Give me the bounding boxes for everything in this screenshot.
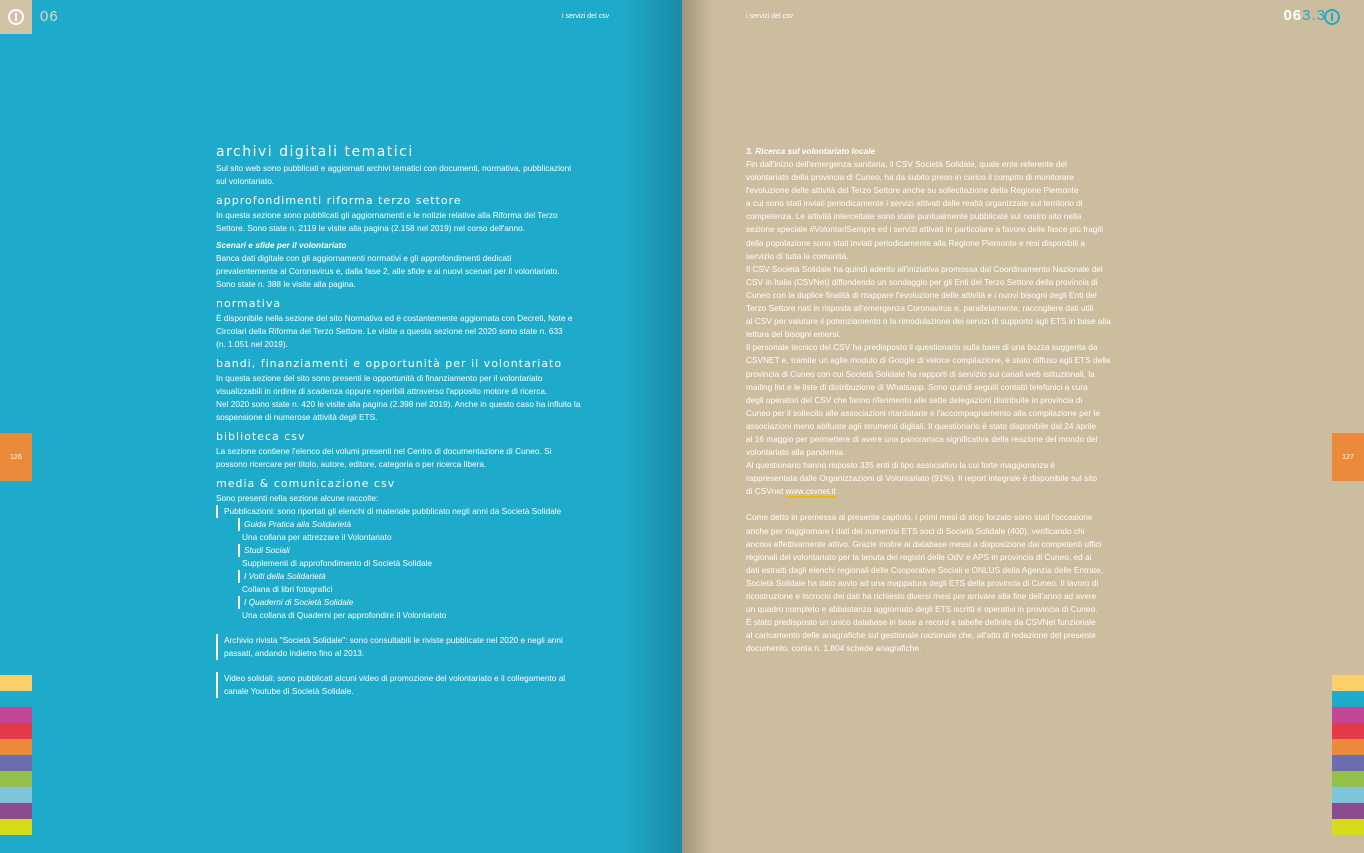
chapter-tab[interactable] (1316, 0, 1348, 34)
paragraph: Il personale tecnico del CSV ha predisposto il questionario sulla base di una bozza suggerita da CSVNET e, tramite un agile modulo di Google di veloce compilazione, è stato diffuso agli ETS della provincia di Cuneo con cui Società Solidale ha rapporti di servizio sui canali web istituzionali, la mailing list e le liste di distribuzione di Whatsapp. Sono quindi seguiti contatti telefonici a cura degli operatori del CSV che fanno riferimento alle sette delegazioni distribuite in provincia di Cuneo per il sollecito alle associazioni ritardatarie e l'accompagnamento alla compilazione per le associazioni meno abituate agli strumenti digitali. Il questionario è stato disponibile dal 24 aprile al 16 maggio per permettere di avere una panoramica significativa della reazione del mondo del volontariato alla pandemia. (746, 342, 1111, 458)
color-stripe (1332, 755, 1364, 771)
video-item: Video solidali: sono pubblicati alcuni video di promozione del volontariato e il collegamento al canale Youtube di Società Solidale. (216, 672, 616, 698)
collection-name: I Volti della Solidarietà (238, 570, 616, 583)
publications-item: Pubblicazioni: sono riportati gli elenchi di materiale pubblicato negli anni da Società Solidale (216, 505, 616, 518)
right-content (746, 145, 1146, 655)
info-icon (8, 9, 24, 25)
section-text: In questa sezione sono pubblicati gli aggiornamenti e le notizie relative alla Riforma del Terzo Settore. Sono state n. 2119 le visite alla pagina (2.158 nel 2019) nel corso dell'anno. (216, 210, 558, 233)
color-stripe (0, 707, 32, 723)
color-stripes (1332, 675, 1364, 835)
collection-name: Studi Sociali (238, 544, 616, 557)
section-heading: approfondimenti riforma terzo settore (216, 194, 462, 207)
collection-item (238, 570, 616, 596)
color-stripe (0, 723, 32, 739)
collection-name: Guida Pratica alla Solidarietà (238, 518, 616, 531)
csvnet-link[interactable]: www.csvnet.it (785, 486, 836, 497)
running-head: i servizi del csv (562, 13, 610, 20)
collection-list (238, 518, 616, 622)
paragraph: Il CSV Società Solidale ha quindi aderito all'iniziativa promossa dal Coordinamento Nazionale dei CSV in Italia (CSVNet) diffondendo un sondaggio per gli Enti del Terzo Settore della provincia di Cuneo con la duplice finalità di mappare l'evoluzione delle attività e i nuovi bisogni degli Enti del Terzo Settore nati in risposta all'emergenza Coronavirus e, parallelamente, raccogliere dati utili al CSV per valutare il potenziamento o la rimodulazione dei servizi di supporto agli ETS in base alla lettura dei bisogni emersi. (746, 263, 1111, 340)
running-head: i servizi del csv (746, 13, 794, 20)
color-stripe (1332, 803, 1364, 819)
section-text: È disponibile nella sezione del sito Normativa ed è costantemente aggiornata con Decreti, Note e Circolari della Riforma del Terzo Settore. Le visite a questa sezione nel 2020 sono state n. 633 (n. 1.051 nel 2019). (216, 313, 573, 349)
collection-name: I Quaderni di Società Solidale (238, 596, 616, 609)
color-stripe (0, 803, 32, 819)
color-stripe (0, 739, 32, 755)
right-page (682, 0, 1364, 853)
paragraph: Come detto in premessa al presente capitolo, i primi mesi di stop forzato sono stati l'occasione anche per riaggiornare i dati dei numerosi ETS soci di Società Solidale (400), verificando chi ancora effettivamente attivo. Grazie inoltre ai database messi a disposizione dai competenti uffici regionali del volontariato per la tenuta dei registri delle OdV e APS in provincia di Cuneo, ed ai dati estratti dagli elenchi regionali delle Cooperative Sociali e ONLUS della Agenzia delle Entrate, Società Solidale ha dato avvio ad una mappatura degli ETS della provincia di Cuneo. Il lavoro di ricostruzione e incrocio dei dati ha richiesto diversi mesi per arrivare alla fine dell'anno ad avere un quadro completo e abbastanza aggiornato degli ETS iscritti e operativi in provincia di Cuneo. (746, 512, 1103, 615)
collection-item (238, 518, 616, 544)
section-heading: media & comunicazione csv (216, 477, 396, 490)
collection-desc: Una collana per attrezzare il Volontariato (242, 532, 392, 542)
chapter-num: 06 (1283, 7, 1303, 24)
color-stripe (0, 675, 32, 691)
intro-text: Sul sito web sono pubblicati e aggiornati archivi tematici con documenti, normativa, pubblicazioni sul volontariato. (216, 163, 572, 186)
left-content (216, 138, 616, 698)
section-heading: bandi, finanziamenti e opportunità per il volontariato (216, 357, 563, 370)
color-stripe (1332, 739, 1364, 755)
color-stripe (1332, 675, 1364, 691)
chapter-tab[interactable] (0, 0, 32, 34)
collection-desc: Una collana di Quaderni per approfondire il Volontariato (242, 610, 447, 620)
sub-heading: Scenari e sfide per il volontariato (216, 240, 347, 250)
page-number: 126 (0, 433, 32, 481)
color-stripe (1332, 707, 1364, 723)
color-stripe (0, 787, 32, 803)
collection-item (238, 544, 616, 570)
paragraph-text: Al questionario hanno risposto 335 enti di tipo associativo la cui forte maggioranza è rappresentata dalle Organizzazioni di Volontariato (91%). Il report integrale è disponibile sul sito di CSVnet (746, 460, 1097, 497)
section-text: La sezione contiene l'elenco dei volumi presenti nel Centro di documentazione di Cuneo. Si possono ricercare per titolo, autore, editore, categoria o per ricerca libera. (216, 446, 552, 469)
paragraph: Fin dall'inizio dell'emergenza sanitaria, il CSV Società Solidale, quale ente referente del volontariato della provincia di Cuneo, ha da subito preso in carico il compito di monitorare l'evoluzione delle attività del Terzo Settore anche su sollecitazione della Regione Piemonte a cui sono stati inviati periodicamente i servizi attivati dalle realtà organizzate sul territorio di competenza. Le attività intercettate sono state puntualmente pubblicate sul nostro sito nella sezione speciale #VolontariSempre ed i servizi attivati in particolare a favore delle fasce più fragili della popolazione sono stati inviati periodicamente alla Regione Piemonte e resi disponibili a servizio di tutta la comunità. (746, 159, 1103, 261)
paragraph (746, 459, 1146, 498)
color-stripe (1332, 819, 1364, 835)
color-stripe (1332, 691, 1364, 707)
chapter-number: 06 (40, 8, 59, 25)
section-heading: biblioteca csv (216, 430, 306, 443)
section-text: In questa sezione del sito sono presenti le opportunità di finanziamento per il volontariato visualizzabili in ordine di scadenza oppure reperibili attraverso l'apposito motore di ricerca. Nel 2020 sono state n. 420 le visite alla pagina (2.398 nel 2019). Anche in questo caso ha influito la sospensione di numerose attività degli ETS. (216, 373, 581, 422)
collection-item (238, 596, 616, 622)
section-heading: normativa (216, 297, 282, 310)
color-stripe (1332, 787, 1364, 803)
collection-desc: Collana di libri fotografici (242, 584, 333, 594)
color-stripe (0, 771, 32, 787)
color-stripe (1332, 723, 1364, 739)
color-stripe (1332, 771, 1364, 787)
chapter-sub: 3.3 (1302, 7, 1326, 24)
color-stripes (0, 675, 32, 835)
color-stripe (0, 819, 32, 835)
section-text: Banca dati digitale con gli aggiornamenti normativi e gli approfondimenti dedicati prevalentemente al Coronavirus e, dalla fase 2, alle sfide e ai nuovi scenari per il volontariato. Sono state n. 388 le visite alla pagina. (216, 253, 560, 289)
page-number: 127 (1332, 433, 1364, 481)
info-icon (1324, 9, 1340, 25)
section-text: Sono presenti nella sezione alcune raccolte: (216, 493, 379, 503)
color-stripe (0, 755, 32, 771)
color-stripe (0, 691, 32, 707)
collection-desc: Supplementi di approfondimento di Società Solidale (242, 558, 433, 568)
sub-heading: 3. Ricerca sul volontariato locale (746, 146, 876, 156)
paragraph: È stato predisposto un unico database in base a record e tabelle definite da CSVNet funzionale al caricamento delle anagrafiche sul gestionale nazionale che, all'atto di redazione del presente documento, conta n. 1.804 schede anagrafiche. (746, 617, 1096, 654)
archive-item: Archivio rivista "Società Solidale": sono consultabili le riviste pubblicate nel 2020 e negli anni passati, andando indietro fino al 2013. (216, 634, 616, 660)
section-title: archivi digitali tematici (216, 144, 414, 160)
